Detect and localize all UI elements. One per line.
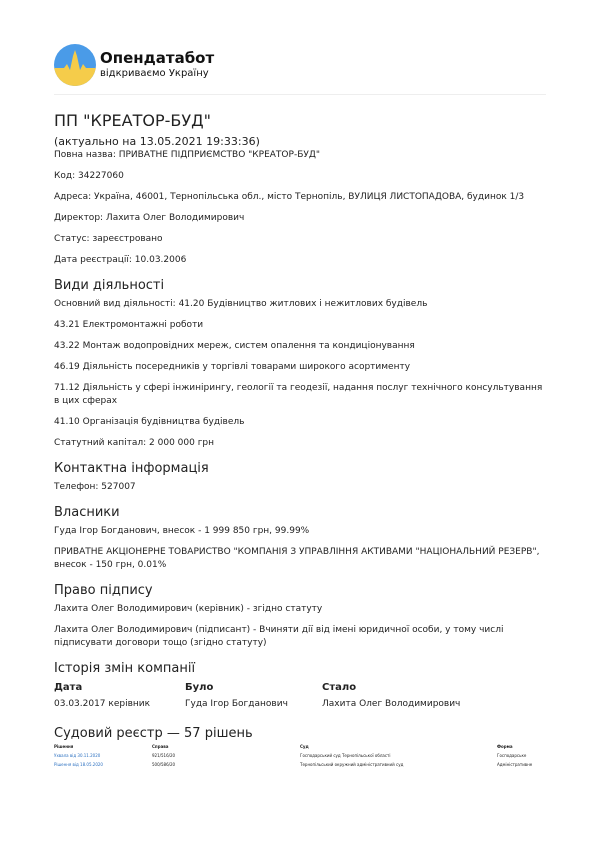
activity-item: 43.22 Монтаж водопровідних мереж, систем опалення та кондиціонування (54, 341, 415, 351)
court-heading: Судовий реєстр — 57 рішень (54, 726, 253, 741)
logo (54, 44, 214, 86)
page-title: ПП "КРЕАТОР-БУД" (54, 111, 211, 130)
col-case: Справа (152, 744, 169, 749)
info-reg-date: Дата реєстрації: 10.03.2006 (54, 255, 187, 265)
col-was: Було (185, 682, 214, 693)
logo-name: Опендатабот (100, 49, 215, 67)
col-became: Стало (322, 682, 357, 693)
table-row (54, 762, 546, 768)
cell: Господарське (497, 753, 527, 758)
activity-item: 46.19 Діяльність посередників у торгівлі товарами широкого асортименту (54, 362, 411, 372)
signing-heading: Право підпису (54, 583, 153, 598)
cell: 500/586/20 (152, 762, 176, 767)
info-director: Директор: Лахита Олег Володимирович (54, 213, 245, 223)
col-court: Суд (300, 744, 309, 749)
table-row (54, 698, 546, 711)
cell: Гуда Ігор Богданович (185, 699, 288, 709)
activity-item: 43.21 Електромонтажні роботи (54, 320, 204, 330)
decision-link[interactable]: Рішення від 18.05.2020 (54, 762, 103, 767)
info-address: Адреса: Україна, 46001, Тернопільська обл., місто Тернопіль, ВУЛИЦЯ ЛИСТОПАДОВА, будинок 1/3 (54, 192, 525, 202)
info-status: Статус: зареєстровано (54, 234, 163, 244)
owner-item: Гуда Ігор Богданович, внесок - 1 999 850 грн, 99.99% (54, 526, 310, 536)
activity-item: Основний вид діяльності: 41.20 Будівництво житлових і нежитлових будівель (54, 299, 428, 309)
history-header (54, 681, 546, 694)
cell: Тернопільський окружний адміністративний суд (300, 762, 404, 767)
cell: Адміністративне (497, 762, 533, 767)
decision-link[interactable]: Ухвала від 30.11.2020 (54, 753, 101, 758)
opendatabot-logo-icon (54, 44, 96, 86)
owner-item: ПРИВАТНЕ АКЦІОНЕРНЕ ТОВАРИСТВО "КОМПАНІЯ З УПРАВЛІННЯ АКТИВАМИ "НАЦІОНАЛЬНИЙ РЕЗЕРВ", внесок - 150 грн, 0.01% (54, 547, 540, 570)
phone: Телефон: 527007 (54, 482, 136, 492)
owners-heading: Власники (54, 505, 120, 520)
col-date: Дата (54, 682, 83, 693)
history-heading: Історія змін компанії (54, 661, 196, 676)
table-row (54, 753, 546, 759)
court-table (54, 744, 546, 768)
activities-heading: Види діяльності (54, 278, 165, 293)
info-code: Код: 34227060 (54, 171, 124, 181)
signing-item: Лахита Олег Володимирович (підписант) - Вчиняти дії від імені юридичної особи, у тому числі підписувати договори тощо (згідно статуту) (54, 625, 504, 648)
court-header (54, 744, 546, 750)
cell: Господарський суд Тернопільської області (300, 753, 391, 758)
cell: 03.03.2017 керівник (54, 699, 151, 709)
divider (54, 94, 546, 95)
activity-item: 71.12 Діяльність у сфері інжинірингу, геології та геодезії, надання послуг технічного консультування в цих сферах (54, 383, 543, 406)
activity-item: 41.10 Організація будівництва будівель (54, 417, 245, 427)
col-form: Форма (497, 744, 513, 749)
cell: Лахита Олег Володимирович (322, 699, 461, 709)
contacts-heading: Контактна інформація (54, 461, 209, 476)
logo-tagline: відкриваємо Україну (100, 68, 209, 79)
col-decision: Рішення (54, 744, 74, 749)
info-full-name: Повна назва: ПРИВАТНЕ ПІДПРИЄМСТВО "КРЕАТОР-БУД" (54, 150, 321, 160)
actual-date: (актуально на 13.05.2021 19:33:36) (54, 135, 260, 148)
cell: 921/516/20 (152, 753, 176, 758)
charter-capital: Статутний капітал: 2 000 000 грн (54, 438, 215, 448)
signing-item: Лахита Олег Володимирович (керівник) - згідно статуту (54, 604, 323, 614)
